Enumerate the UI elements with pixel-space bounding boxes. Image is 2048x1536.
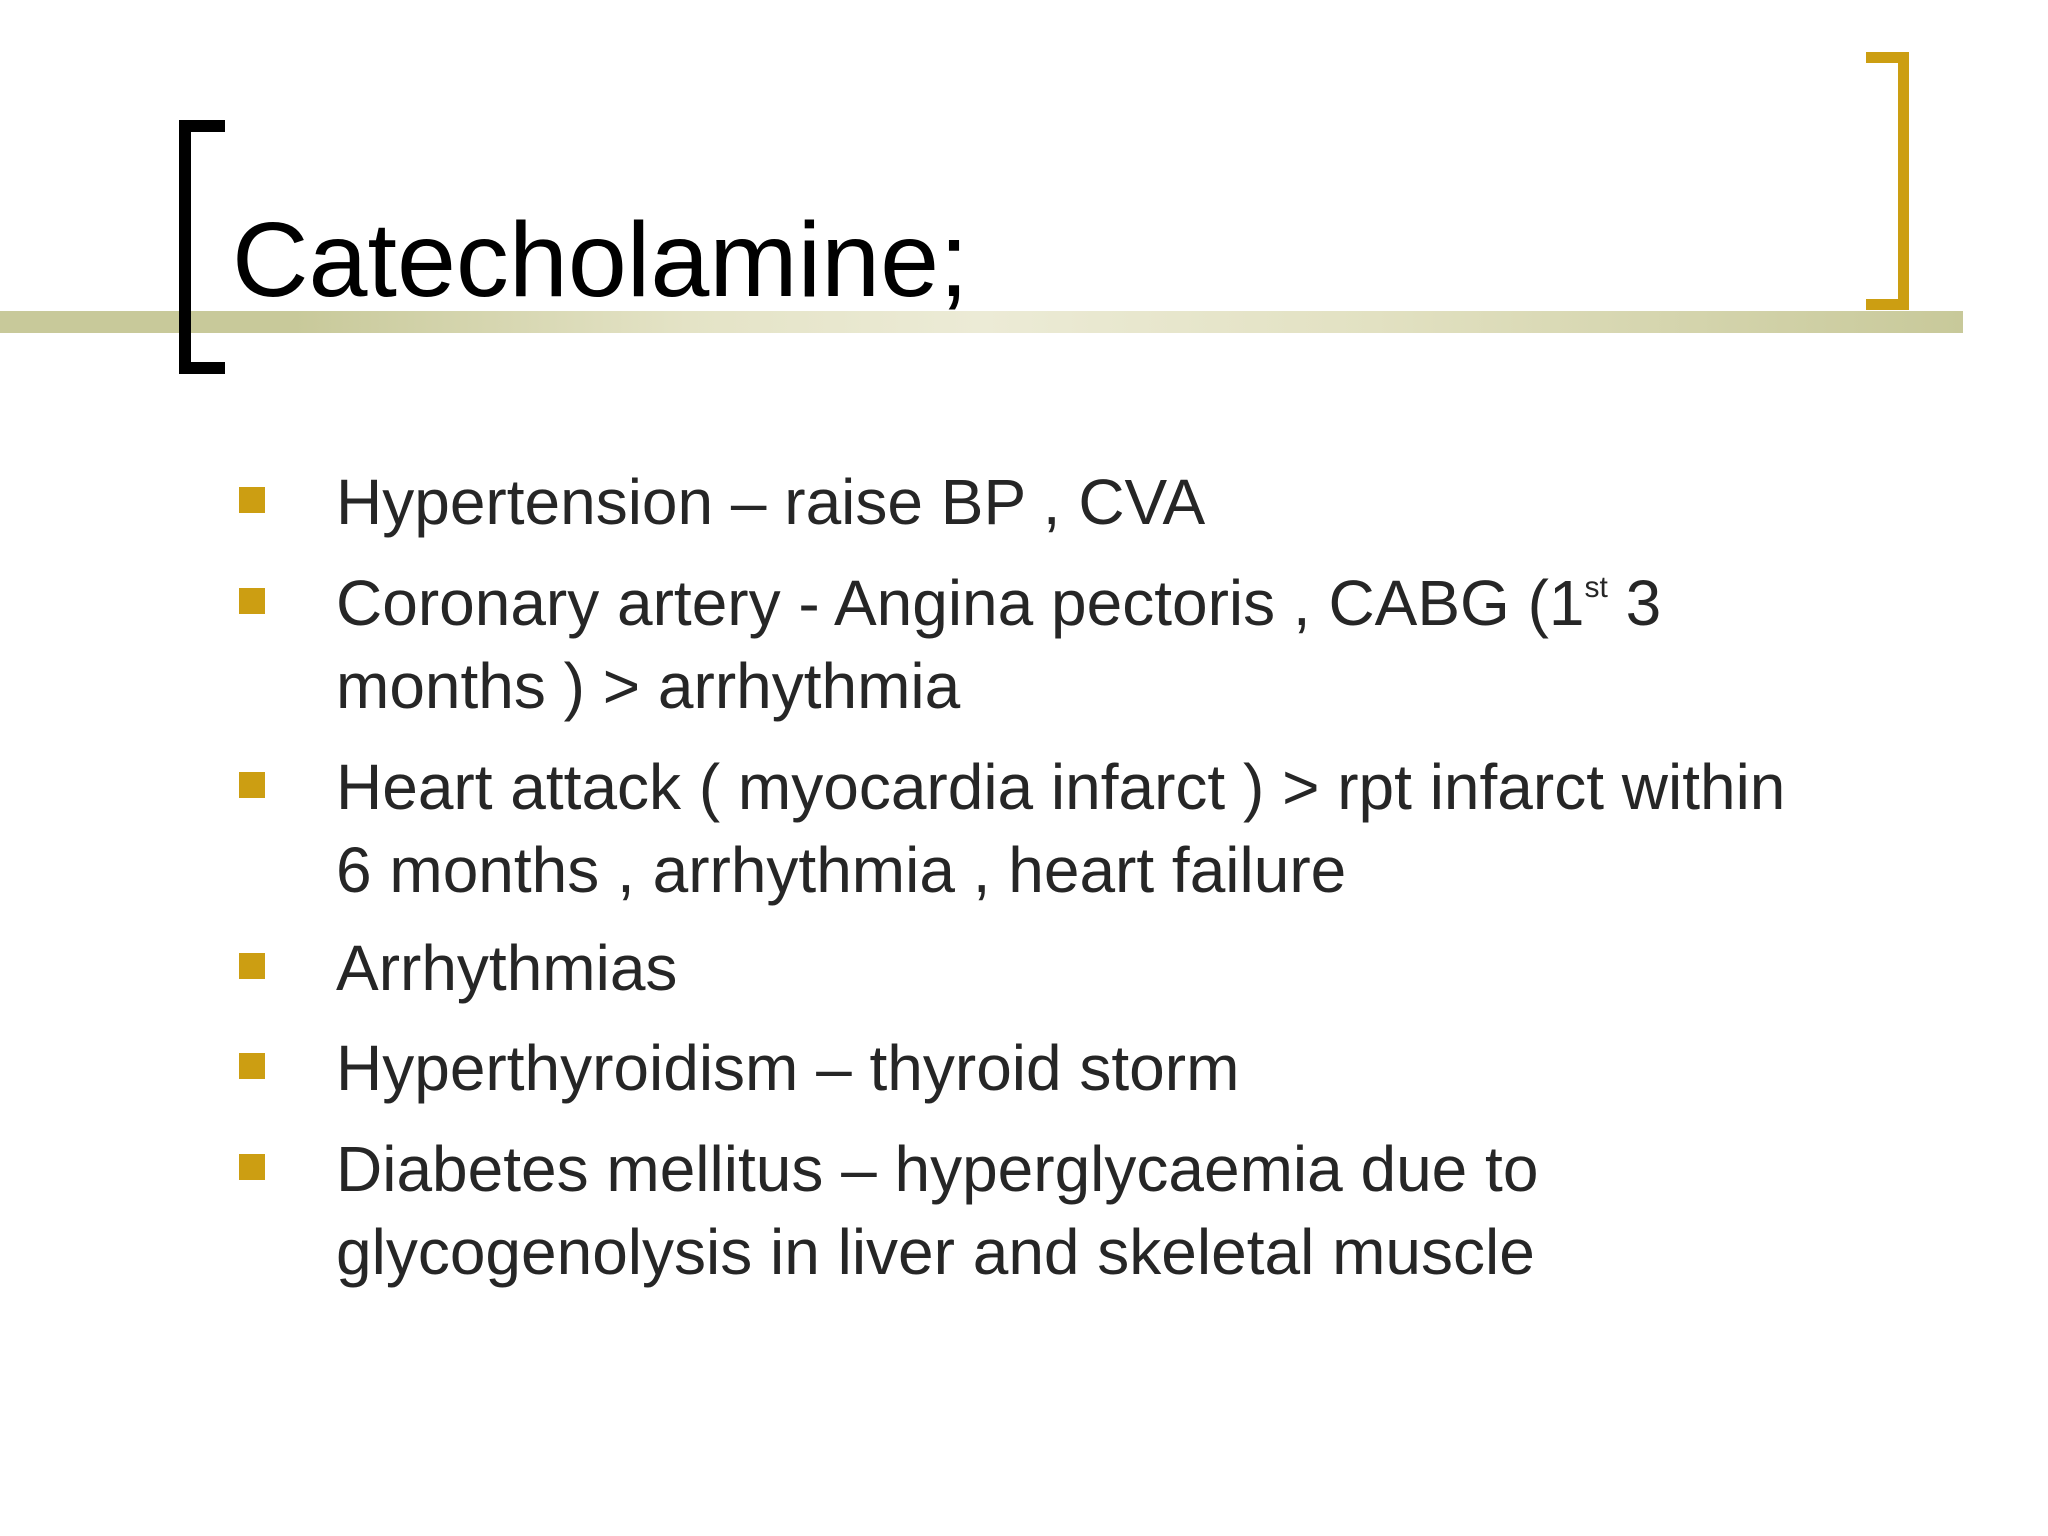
square-bullet-icon: [239, 487, 265, 513]
bullet-text: Heart attack ( myocardia infarct ) > rpt infarct within 6 months , arrhythmia , heart failure: [336, 751, 1786, 906]
bullet-text-part: 3 months ) > arrhythmia: [336, 567, 1662, 722]
bullet-text: Diabetes mellitus – hyperglycaemia due to glycogenolysis in liver and skeletal muscle: [336, 1133, 1539, 1288]
square-bullet-icon: [239, 772, 265, 798]
square-bullet-icon: [239, 1053, 265, 1079]
square-bullet-icon: [239, 1154, 265, 1180]
bullet-text-part: Coronary artery - Angina pectoris , CABG (1: [336, 567, 1585, 639]
superscript-text: st: [1584, 571, 1608, 604]
square-bullet-icon: [239, 953, 265, 979]
bullet-text: Hypertension – raise BP , CVA: [336, 466, 1206, 538]
bullet-text: [336, 562, 1976, 728]
bullet-text: Hyperthyroidism – thyroid storm: [336, 1032, 1240, 1104]
square-bullet-icon: [239, 588, 265, 614]
bullet-text: Arrhythmias: [336, 932, 678, 1004]
slide-title: Catecholamine;: [232, 201, 969, 319]
